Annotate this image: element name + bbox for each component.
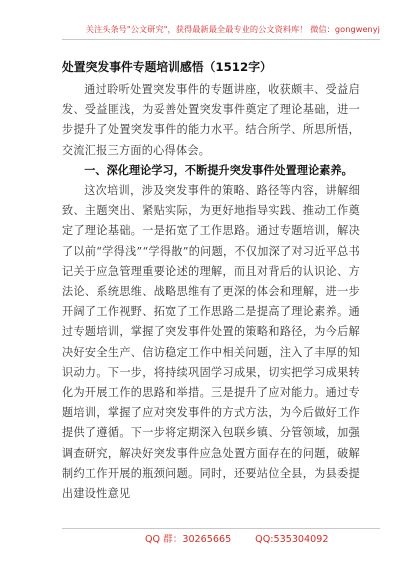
footer-divider — [62, 528, 380, 529]
section-paragraph: 这次培训，涉及突发事件的策略、路径等内容，讲解细致、主题突出、紧贴实际，为更好地指导实践、推动工作奠定了理论基础。一是拓宽了工作思路。通过专题培训，解决了以前“学得浅”“学得散”的问题，不仅加深了对习近平总书记关于应急管理重要论述的理解，而且对背后的认识论、方法论、系统思维、战略思维有了更深的体会和理解，进一步开阔了工作视野、拓宽了工作思路二是提高了理论素养。通过专题培训，掌握了突发事件处置的策略和路径，为今后解决好安全生产、信访稳定工作中相关问题，注入了丰厚的知识动力。下一步，将持续巩固学习成果，切实把学习成果转化为开展工作的思路和举措。三是提升了应对能力。通过专题培训，掌握了应对突发事件的方式方法，为今后做好工作提供了遵循。下一步将定期深入包联乡镇、分管领域，加强调查研究，解决好突发事件应急处置方面存在的问题，破解制约工作开展的瓶颈问题。同时，还要站位全县，为县委提出建设性意见 — [62, 184, 360, 501]
qq-number: QQ:535304092 — [255, 534, 329, 545]
qq-group-number: QQ 群：30265665 — [145, 534, 232, 545]
intro-paragraph: 通过聆听处置突发事件的专题讲座，收获颇丰、受益启发、受益匪浅，为妥善处置突发事件奠定了理论基础，进一步提升了处置突发事件的能力水平。结合所学、所思所悟，交流汇报三方面的心得体会。 — [62, 83, 360, 157]
header-divider — [62, 39, 380, 40]
document-body — [62, 80, 360, 504]
contact-footer — [145, 531, 328, 545]
promo-banner: 关注头条号"公文研究"，获得最新最全最专业的公文资料库！ 微信：gongwenyj — [85, 24, 380, 34]
document-title: 处置突发事件专题培训感悟（1512字） — [62, 60, 272, 74]
section-heading: 一、深化理论学习，不断提升突发事件处置理论素养。 — [84, 163, 353, 177]
